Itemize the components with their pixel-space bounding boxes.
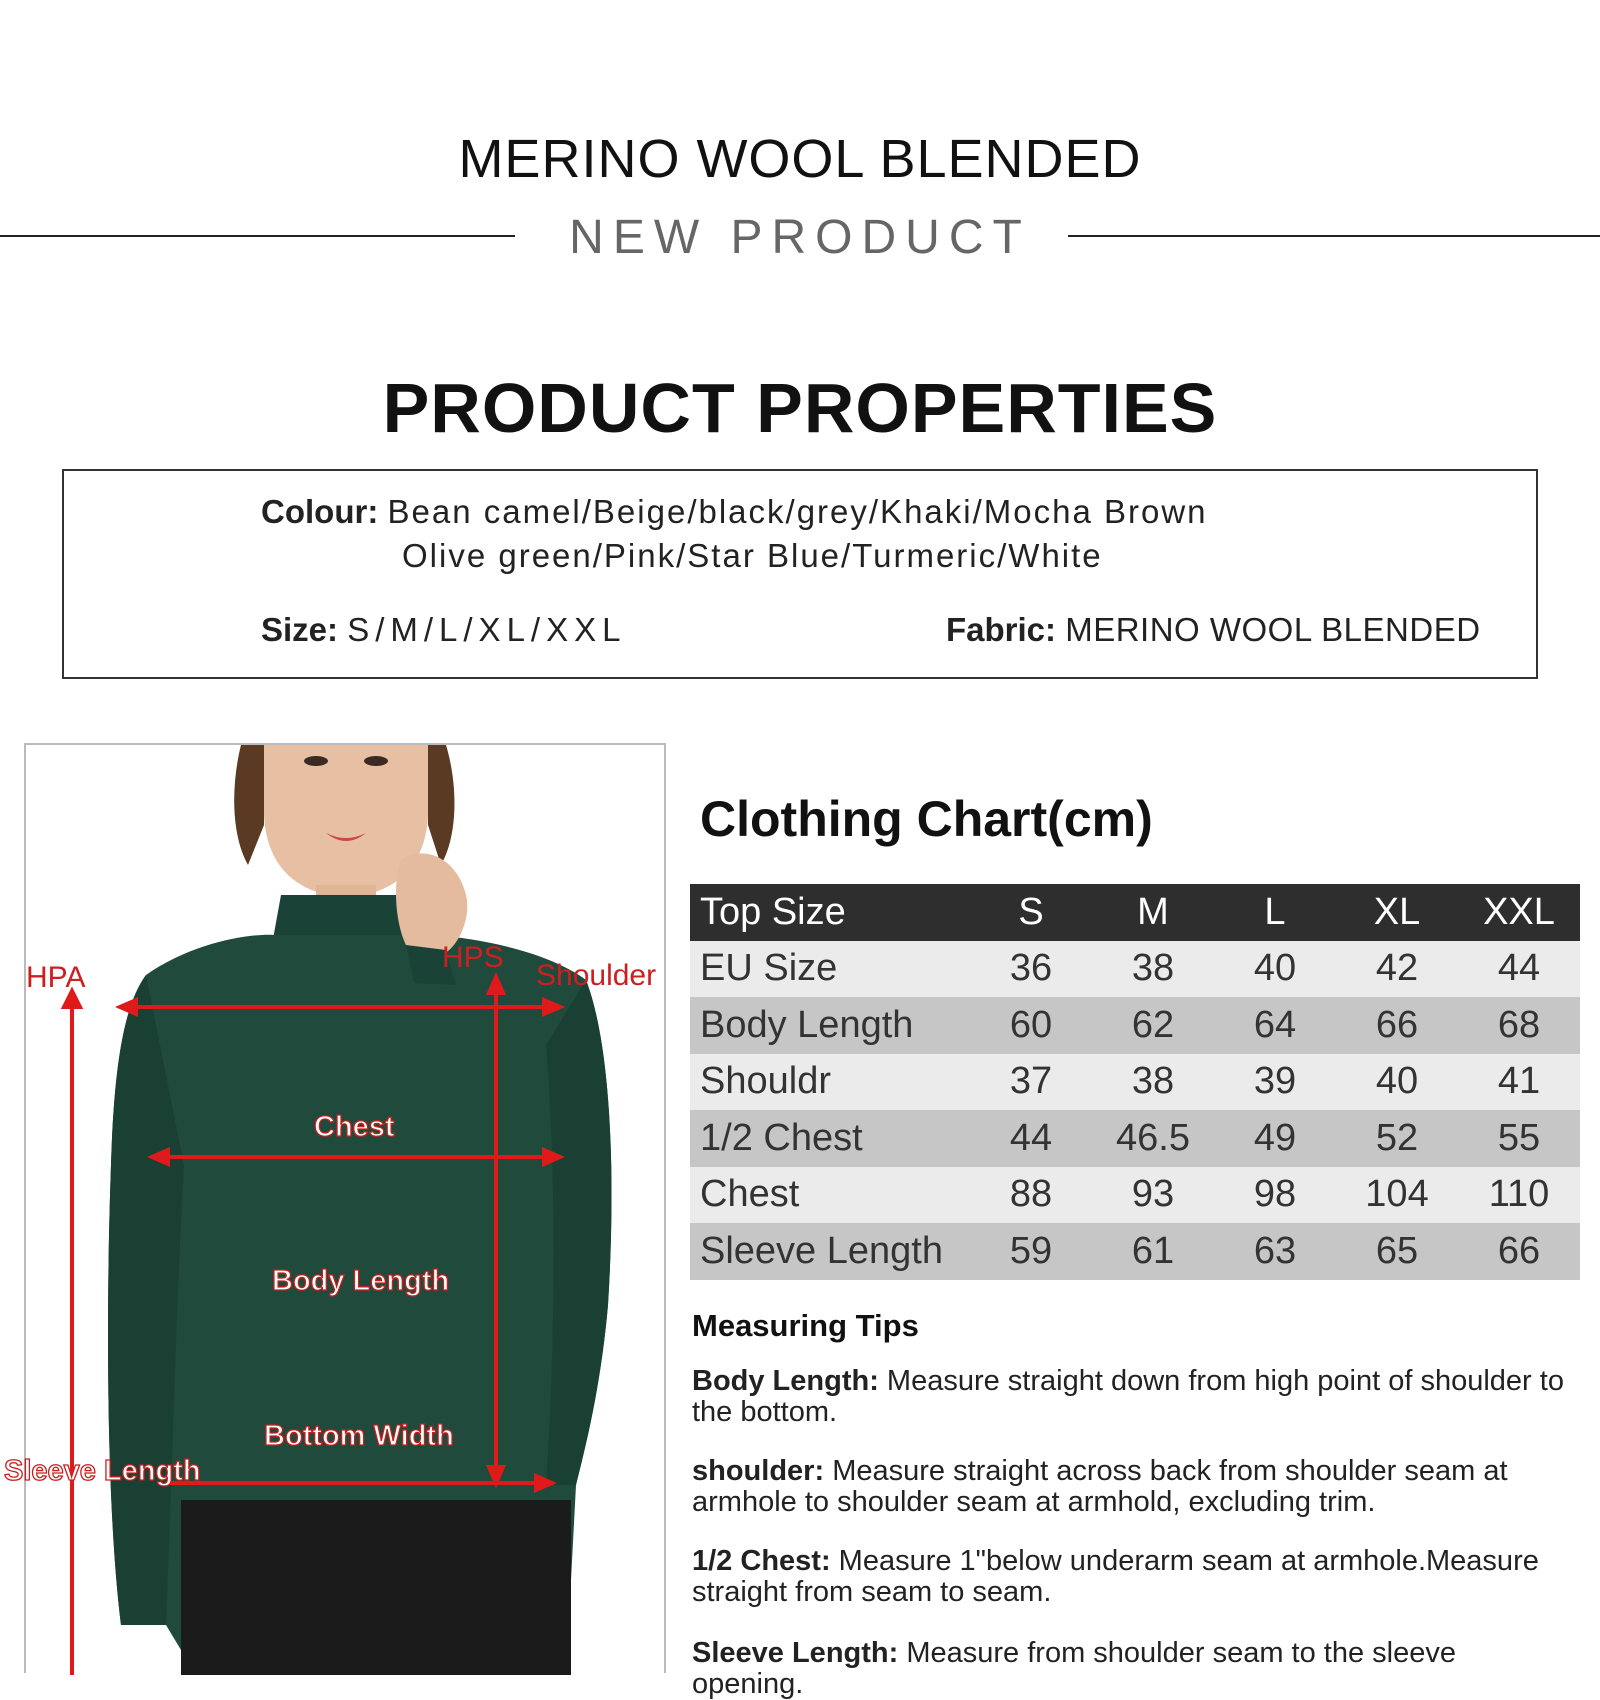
table-cell: 42 bbox=[1375, 947, 1419, 990]
tip-key: shoulder: bbox=[692, 1455, 825, 1487]
table-cell: 64 bbox=[1253, 1003, 1297, 1046]
table-cell: Chest bbox=[700, 1173, 800, 1216]
table-cell: 44 bbox=[1009, 1116, 1053, 1159]
table-header-cell: S bbox=[970, 884, 1092, 941]
fabric-row bbox=[946, 611, 1481, 649]
tip-shoulder bbox=[692, 1456, 1572, 1518]
fabric-label: Fabric: bbox=[946, 611, 1057, 648]
brand-title: MERINO WOOL BLENDED bbox=[458, 129, 1142, 189]
table-cell: 39 bbox=[1253, 1060, 1297, 1103]
table-cell: 63 bbox=[1253, 1229, 1297, 1272]
table-cell: 1/2 Chest bbox=[700, 1116, 863, 1159]
table-cell: Sleeve Length bbox=[700, 1229, 943, 1272]
tip-text: Measure straight down from high point of shoulder to the bottom. bbox=[692, 1365, 1564, 1428]
colour-label: Colour: bbox=[261, 493, 379, 530]
table-cell: 66 bbox=[1375, 1003, 1419, 1046]
table-row bbox=[690, 1167, 1580, 1224]
eye-left bbox=[304, 756, 328, 766]
tip-half-chest bbox=[692, 1546, 1572, 1608]
model-photo bbox=[24, 743, 666, 1673]
table-cell: 59 bbox=[1009, 1229, 1053, 1272]
table-cell: 46.5 bbox=[1116, 1116, 1190, 1159]
table-cell: Body Length bbox=[700, 1003, 914, 1046]
body-length-label: Body Length bbox=[272, 1265, 450, 1297]
table-cell: 41 bbox=[1497, 1060, 1541, 1103]
table-cell: 37 bbox=[1009, 1060, 1053, 1103]
table-cell: 68 bbox=[1497, 1003, 1541, 1046]
table-cell: 55 bbox=[1497, 1116, 1541, 1159]
table-cell: EU Size bbox=[700, 947, 838, 990]
tip-body-length bbox=[692, 1366, 1572, 1428]
table-cell: 40 bbox=[1253, 947, 1297, 990]
table-cell: 98 bbox=[1253, 1173, 1297, 1216]
tip-key: Body Length: bbox=[692, 1365, 879, 1397]
pants bbox=[181, 1500, 571, 1675]
table-header-cell: Top Size bbox=[690, 884, 970, 941]
size-table bbox=[690, 884, 1580, 1280]
fabric-value: MERINO WOOL BLENDED bbox=[1065, 611, 1481, 648]
table-cell: 40 bbox=[1375, 1060, 1419, 1103]
table-cell: 62 bbox=[1131, 1003, 1175, 1046]
table-row bbox=[690, 1054, 1580, 1111]
size-row bbox=[261, 611, 626, 649]
sleeve-length-label: Sleeve Length bbox=[4, 1455, 201, 1487]
table-cell: 36 bbox=[1009, 947, 1053, 990]
table-header-row bbox=[690, 884, 1580, 941]
subtitle: NEW PRODUCT bbox=[569, 211, 1031, 264]
hpa-label: HPA bbox=[26, 961, 86, 994]
table-cell: 66 bbox=[1497, 1229, 1541, 1272]
hair-right bbox=[428, 745, 454, 865]
table-cell: 49 bbox=[1253, 1116, 1297, 1159]
chart-title: Clothing Chart(cm) bbox=[700, 791, 1153, 847]
table-row bbox=[690, 1223, 1580, 1280]
table-cell: 60 bbox=[1009, 1003, 1053, 1046]
size-value: S/M/L/XL/XXL bbox=[347, 611, 627, 648]
divider-right bbox=[1068, 235, 1600, 237]
table-cell: Shouldr bbox=[700, 1060, 831, 1103]
table-row bbox=[690, 941, 1580, 998]
tip-text: Measure from shoulder seam to the sleeve opening. bbox=[692, 1637, 1456, 1700]
chest-label: Chest bbox=[314, 1111, 395, 1143]
table-row bbox=[690, 1110, 1580, 1167]
table-cell: 61 bbox=[1131, 1229, 1175, 1272]
table-header-cell: XXL bbox=[1458, 884, 1580, 941]
eye-right bbox=[364, 756, 388, 766]
table-cell: 44 bbox=[1497, 947, 1541, 990]
table-cell: 65 bbox=[1375, 1229, 1419, 1272]
table-cell: 38 bbox=[1131, 947, 1175, 990]
table-cell: 104 bbox=[1365, 1173, 1429, 1216]
tip-key: Sleeve Length: bbox=[692, 1637, 899, 1669]
table-cell: 38 bbox=[1131, 1060, 1175, 1103]
sleeve-right bbox=[546, 980, 612, 1485]
model-illustration bbox=[26, 745, 668, 1675]
table-header-cell: XL bbox=[1336, 884, 1458, 941]
tip-key: 1/2 Chest: bbox=[692, 1545, 831, 1577]
properties-box bbox=[62, 469, 1538, 679]
subtitle-row bbox=[0, 210, 1600, 266]
tip-sleeve-length bbox=[692, 1638, 1572, 1700]
size-label: Size: bbox=[261, 611, 339, 648]
tips-title: Measuring Tips bbox=[692, 1308, 919, 1343]
tip-text: Measure 1"below underarm seam at armhole.Measure straight from seam to seam. bbox=[692, 1545, 1539, 1608]
colour-value-line2: Olive green/Pink/Star Blue/Turmeric/White bbox=[402, 537, 1103, 574]
tip-text: Measure straight across back from shoulder seam at armhole to shoulder seam at armhold, excluding trim. bbox=[692, 1455, 1508, 1518]
table-header-cell: L bbox=[1214, 884, 1336, 941]
hand bbox=[396, 853, 467, 955]
table-cell: 110 bbox=[1488, 1173, 1550, 1216]
table-cell: 52 bbox=[1375, 1116, 1419, 1159]
table-row bbox=[690, 997, 1580, 1054]
colour-row bbox=[261, 493, 1208, 531]
hair bbox=[234, 745, 264, 865]
table-header-cell: M bbox=[1092, 884, 1214, 941]
table-cell: 93 bbox=[1131, 1173, 1175, 1216]
hps-label: HPS bbox=[442, 941, 504, 974]
section-title: PRODUCT PROPERTIES bbox=[382, 369, 1218, 447]
bottom-width-label: Bottom Width bbox=[264, 1420, 454, 1452]
colour-value-line1: Bean camel/Beige/black/grey/Khaki/Mocha Brown bbox=[387, 493, 1208, 530]
shoulder-label: Shoulder bbox=[536, 959, 657, 992]
table-cell: 88 bbox=[1009, 1173, 1053, 1216]
